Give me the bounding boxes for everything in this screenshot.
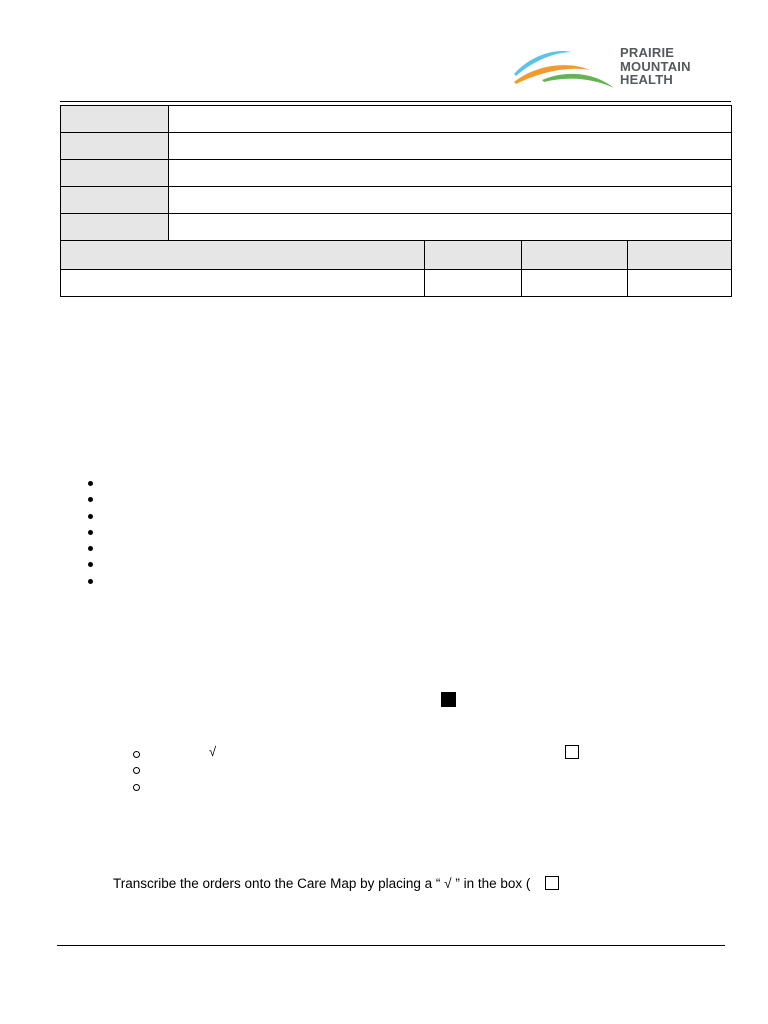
table-row: [61, 214, 732, 241]
table-row: [61, 133, 732, 160]
bullet-dot-icon: [88, 497, 93, 502]
bullet-dot-icon: [88, 530, 93, 535]
empty-checkbox[interactable]: [565, 745, 579, 759]
table-value-cell: [169, 187, 732, 214]
table-data-cell: [61, 270, 425, 297]
bullet-dot-icon: [88, 546, 93, 551]
footer-divider: [57, 945, 725, 946]
table-value-cell: [169, 133, 732, 160]
table-label-cell: [61, 133, 169, 160]
table-label-cell: [61, 214, 169, 241]
prairie-mountain-health-logo: [512, 44, 704, 92]
hollow-bullet-icon: [133, 784, 140, 791]
table-value-cell: [169, 106, 732, 133]
bullet-dot-icon: [88, 562, 93, 567]
bullet-dot-icon: [88, 481, 93, 486]
logo-wordmark: [620, 46, 691, 87]
bullet-dot-icon: [88, 514, 93, 519]
table-header-cell: [628, 241, 732, 270]
table-row: [61, 106, 732, 133]
bullet-dot-icon: [88, 579, 93, 584]
document-info-table: [60, 105, 732, 297]
table-header-cell: [522, 241, 628, 270]
empty-checkbox[interactable]: [545, 876, 559, 890]
table-header-cell: [425, 241, 522, 270]
table-label-cell: [61, 106, 169, 133]
hollow-bullet-icon: [133, 751, 140, 758]
table-row: [61, 270, 732, 297]
logo-line-3: HEALTH: [620, 72, 673, 87]
filled-checkbox-icon: [441, 692, 456, 707]
table-label-cell: [61, 187, 169, 214]
table-label-cell: [61, 160, 169, 187]
table-value-cell: [169, 160, 732, 187]
table-value-cell: [169, 214, 732, 241]
header-divider: [60, 101, 731, 102]
checkmark-icon: √: [209, 744, 217, 759]
table-data-cell: [522, 270, 628, 297]
table-data-cell: [628, 270, 732, 297]
table-data-cell: [425, 270, 522, 297]
table-header-row: [61, 241, 732, 270]
table-header-cell: [61, 241, 425, 270]
instruction-text: Transcribe the orders onto the Care Map by placing a “ √ ” in the box (: [113, 876, 531, 891]
logo-swoosh-icon: [512, 44, 616, 92]
logo-line-2: MOUNTAIN: [620, 58, 691, 74]
logo-line-1: PRAIRIE: [620, 45, 675, 60]
hollow-bullet-icon: [133, 767, 140, 774]
table-row: [61, 187, 732, 214]
table-row: [61, 160, 732, 187]
